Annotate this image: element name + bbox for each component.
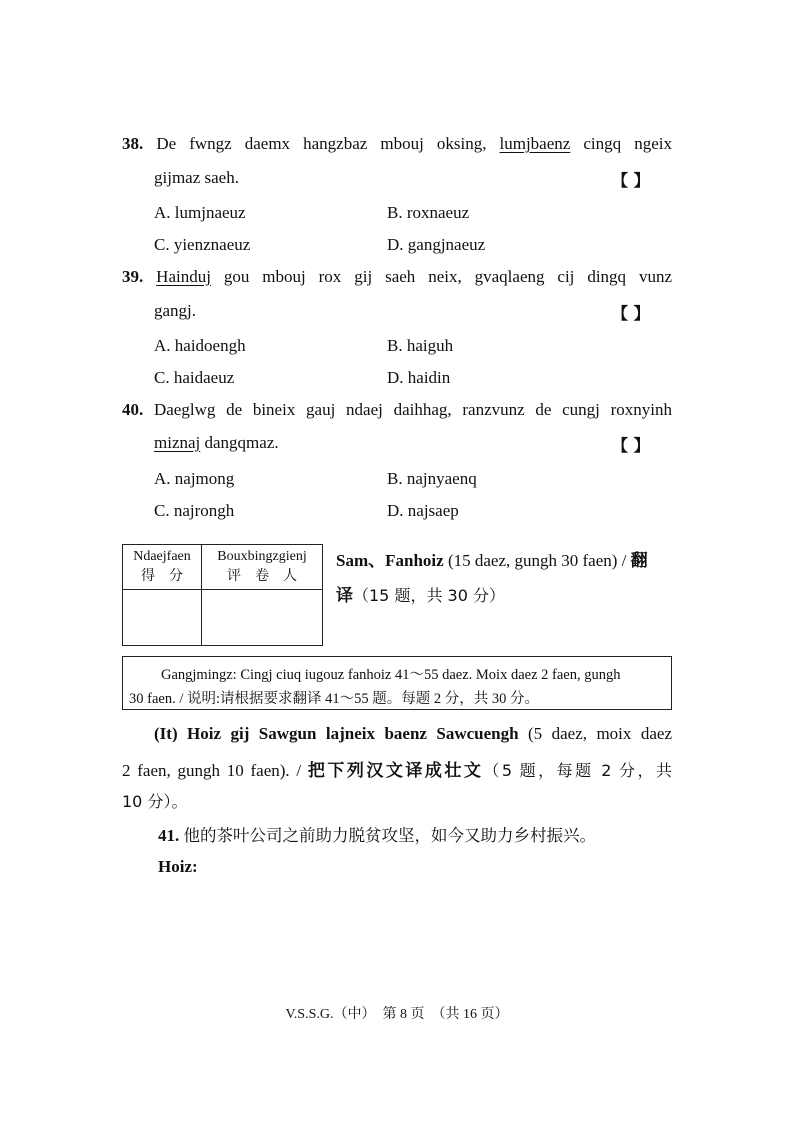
q40-answer-bracket[interactable]: 【 】	[612, 436, 650, 455]
score-cell[interactable]	[123, 590, 202, 646]
q39-underlined-word: Hainduj	[156, 267, 211, 286]
q40-line2	[154, 433, 279, 453]
part-heading-line2	[122, 756, 672, 781]
section-title: Sam、Fanhoiz	[336, 551, 444, 570]
q40-text-b: dangqmaz.	[200, 433, 279, 452]
part-heading-cn: 把下列汉文译成壮文	[307, 761, 484, 781]
q40-line1	[122, 400, 672, 420]
q40-option-b[interactable]: B. najnyaenq	[387, 469, 477, 488]
section-title-line2	[336, 581, 505, 606]
q40-option-c[interactable]: C. najrongh	[154, 501, 235, 520]
q41-number: 41.	[158, 826, 180, 845]
section-title-cn-2: 译	[336, 586, 353, 606]
q40-option-d[interactable]: D. najsaep	[387, 501, 459, 520]
score-table	[122, 544, 323, 646]
q39-answer-bracket[interactable]: 【 】	[612, 304, 650, 323]
q38-underlined-word: lumjbaenz	[499, 134, 571, 153]
q38-line2: gijmaz saeh.	[154, 168, 239, 187]
q41-answer-label: Hoiz:	[158, 857, 198, 876]
page-footer: V.S.S.G.（中） 第 8 页 （共 16 页）	[285, 1007, 509, 1022]
section-title-cn: 翻	[630, 551, 648, 571]
q39-line2: gangj.	[154, 301, 197, 320]
q38-option-d[interactable]: D. gangjnaeuz	[387, 235, 486, 254]
q39-option-c[interactable]: C. haidaeuz	[154, 368, 235, 387]
q41-text: 他的茶叶公司之前助力脱贫攻坚，如今又助力乡村振兴。	[183, 826, 596, 845]
q40-text: Daeglwg de bineix gauj ndaej daihhag, ranzvunz de cungj roxnyinh	[153, 400, 673, 419]
instruction-line2: 30 faen. / 说明:请根据要求翻译 41～55 题。每题 2 分，共 30 分。	[129, 691, 540, 707]
q40-option-a[interactable]: A. najmong	[154, 469, 235, 488]
section-title-meta: (15 daez, gungh 30 faen) /	[443, 551, 631, 570]
q39-text: gou mbouj rox gij saeh neix, gvaqlaeng cij dingq vunz	[210, 267, 672, 286]
score-header-zhuang: Ndaejfaen	[133, 549, 191, 564]
score-header	[123, 545, 202, 590]
grader-header-cn: 评 卷 人	[227, 568, 297, 584]
q41-line	[158, 822, 596, 846]
instruction-box	[122, 656, 672, 710]
part-heading-meta: (5 daez, moix daez	[518, 724, 672, 743]
q38-option-b[interactable]: B. roxnaeuz	[387, 203, 470, 222]
grader-cell[interactable]	[202, 590, 323, 646]
part-heading-line3: 10 分）。	[122, 792, 188, 811]
q38-option-c[interactable]: C. yienznaeuz	[154, 235, 251, 254]
part-heading-line1	[154, 724, 672, 744]
q39-option-d[interactable]: D. haidin	[387, 368, 451, 387]
section-title-meta-cn: （15 题，共 30 分）	[353, 586, 505, 605]
q41-answer-area[interactable]	[158, 885, 672, 995]
q38-option-a[interactable]: A. lumjnaeuz	[154, 203, 246, 222]
section-title-line1	[336, 546, 648, 571]
part-heading-meta-cn: （5 题，每题 2 分，共	[483, 761, 673, 780]
grader-header	[202, 545, 323, 590]
q38-line1	[122, 134, 672, 154]
q39-line1	[122, 267, 672, 287]
q39-number: 39.	[122, 267, 144, 286]
part-heading-meta-2: 2 faen, gungh 10 faen). /	[122, 761, 308, 780]
q38-text-a: De fwngz daemx hangzbaz mbouj oksing,	[156, 134, 500, 153]
grader-header-zhuang: Bouxbingzgienj	[217, 549, 307, 564]
part-heading: (It) Hoiz gij Sawgun lajneix baenz Sawcuengh	[154, 724, 519, 743]
q38-number: 38.	[122, 134, 144, 153]
score-header-cn: 得 分	[141, 568, 183, 584]
q40-underlined-word: miznaj	[154, 433, 201, 452]
q40-number: 40.	[122, 400, 144, 419]
q39-option-a[interactable]: A. haidoengh	[154, 336, 246, 355]
q39-option-b[interactable]: B. haiguh	[387, 336, 454, 355]
q38-text-b: cingq ngeix	[570, 134, 672, 153]
q38-answer-bracket[interactable]: 【 】	[612, 171, 650, 190]
instruction-line1: Gangjmingz: Cingj ciuq iugouz fanhoiz 41～55 daez. Moix daez 2 faen, gungh	[161, 667, 621, 683]
